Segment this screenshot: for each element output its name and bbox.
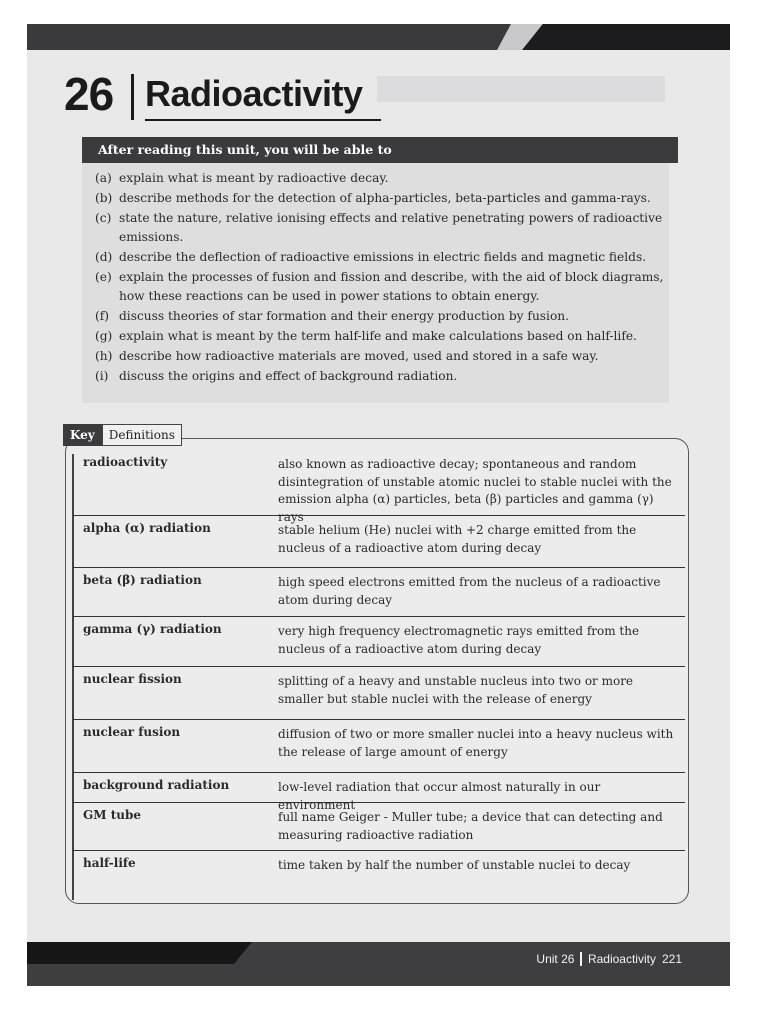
key-label: Key: [63, 424, 102, 446]
objective-letter: (i): [95, 369, 109, 383]
objective-item: [95, 248, 665, 267]
definition-row: [73, 773, 685, 812]
definition-row: [73, 667, 685, 720]
objective-letter: (b): [95, 191, 113, 205]
objective-item: [95, 209, 665, 247]
definition-row: [73, 803, 685, 851]
objectives-heading: After reading this unit, you will be able to: [82, 137, 678, 163]
objective-letter: (a): [95, 171, 112, 185]
unit-title: Radioactivity: [145, 73, 363, 114]
title-divider: [131, 74, 134, 120]
bottom-band-dark-stripe: [27, 942, 252, 964]
definition-term: half-life: [83, 856, 136, 870]
title-underline: [145, 119, 381, 121]
objective-item: [95, 367, 665, 386]
objective-letter: (d): [95, 250, 113, 264]
definition-text: stable helium (He) nuclei with +2 charge emitted from the nucleus of a radioactive atom during decay: [278, 523, 637, 555]
definition-term: GM tube: [83, 808, 142, 822]
textbook-page: [27, 24, 730, 986]
definition-text: splitting of a heavy and unstable nucleus into two or more smaller but stable nuclei with the release of energy: [278, 674, 634, 706]
objective-text: state the nature, relative ionising effects and relative penetrating powers of radioactive emissions.: [119, 211, 663, 244]
objective-text: describe how radioactive materials are moved, used and stored in a safe way.: [119, 349, 599, 363]
footer-page-number: 221: [661, 952, 682, 966]
objective-item: [95, 347, 665, 366]
objective-item: [95, 189, 665, 208]
definition-row: [73, 851, 685, 885]
definition-term: alpha (α) radiation: [83, 521, 211, 535]
title-shade-bar: [377, 76, 665, 102]
definitions-table: [73, 450, 685, 885]
definition-text: low-level radiation that occur almost naturally in our environment: [278, 780, 601, 812]
objective-letter: (h): [95, 349, 113, 363]
objective-letter: (f): [95, 309, 110, 323]
objective-text: discuss the origins and effect of background radiation.: [119, 369, 458, 383]
objective-text: explain the processes of fusion and fission and describe, with the aid of block diagrams, how these reactions can be used in power stations to obtain energy.: [119, 270, 664, 303]
objective-text: describe the deflection of radioactive emissions in electric fields and magnetic fields.: [119, 250, 647, 264]
objective-item: [95, 268, 665, 306]
unit-number: 26: [64, 68, 114, 120]
page-footer: [536, 952, 682, 966]
definition-text: time taken by half the number of unstable nuclei to decay: [278, 858, 631, 872]
definition-row: [73, 617, 685, 667]
definition-term: gamma (γ) radiation: [83, 622, 222, 636]
objectives-list: [95, 169, 665, 387]
definition-text: diffusion of two or more smaller nuclei into a heavy nucleus with the release of large amount of energy: [278, 727, 674, 759]
top-band-dark-stripe: [522, 24, 730, 50]
footer-unit-label: Unit 26: [536, 952, 575, 966]
definition-term: nuclear fission: [83, 672, 182, 686]
objective-letter: (c): [95, 211, 112, 225]
definition-row: [73, 720, 685, 773]
objective-text: explain what is meant by radioactive decay.: [119, 171, 389, 185]
key-definitions-tab: [63, 424, 182, 446]
definition-text: also known as radioactive decay; spontaneous and random disintegration of unstable atomic nuclei to stable nuclei with the emission alpha (α) particles, beta (β) particles and gamma (γ) rays: [278, 457, 672, 524]
definition-term: background radiation: [83, 778, 230, 792]
definition-term: nuclear fusion: [83, 725, 181, 739]
definition-term: radioactivity: [83, 455, 168, 469]
definition-text: high speed electrons emitted from the nucleus of a radioactive atom during decay: [278, 575, 661, 607]
definition-text: very high frequency electromagnetic rays emitted from the nucleus of a radioactive atom during decay: [278, 624, 640, 656]
definition-row: [73, 450, 685, 524]
objective-item: [95, 327, 665, 346]
definition-term: beta (β) radiation: [83, 573, 202, 587]
definition-text: full name Geiger - Muller tube; a device that can detecting and measuring radioactive radiation: [278, 810, 663, 842]
definition-row: [73, 568, 685, 617]
objective-item: [95, 169, 665, 188]
objective-letter: (e): [95, 270, 112, 284]
footer-unit-title: Radioactivity: [587, 952, 656, 966]
objective-text: explain what is meant by the term half-life and make calculations based on half-life.: [119, 329, 637, 343]
definitions-label: Definitions: [102, 424, 182, 446]
objective-item: [95, 307, 665, 326]
objective-text: discuss theories of star formation and their energy production by fusion.: [119, 309, 570, 323]
definition-row: [73, 516, 685, 568]
objective-text: describe methods for the detection of alpha-particles, beta-particles and gamma-rays.: [119, 191, 651, 205]
objective-letter: (g): [95, 329, 113, 343]
footer-divider: [580, 952, 582, 966]
